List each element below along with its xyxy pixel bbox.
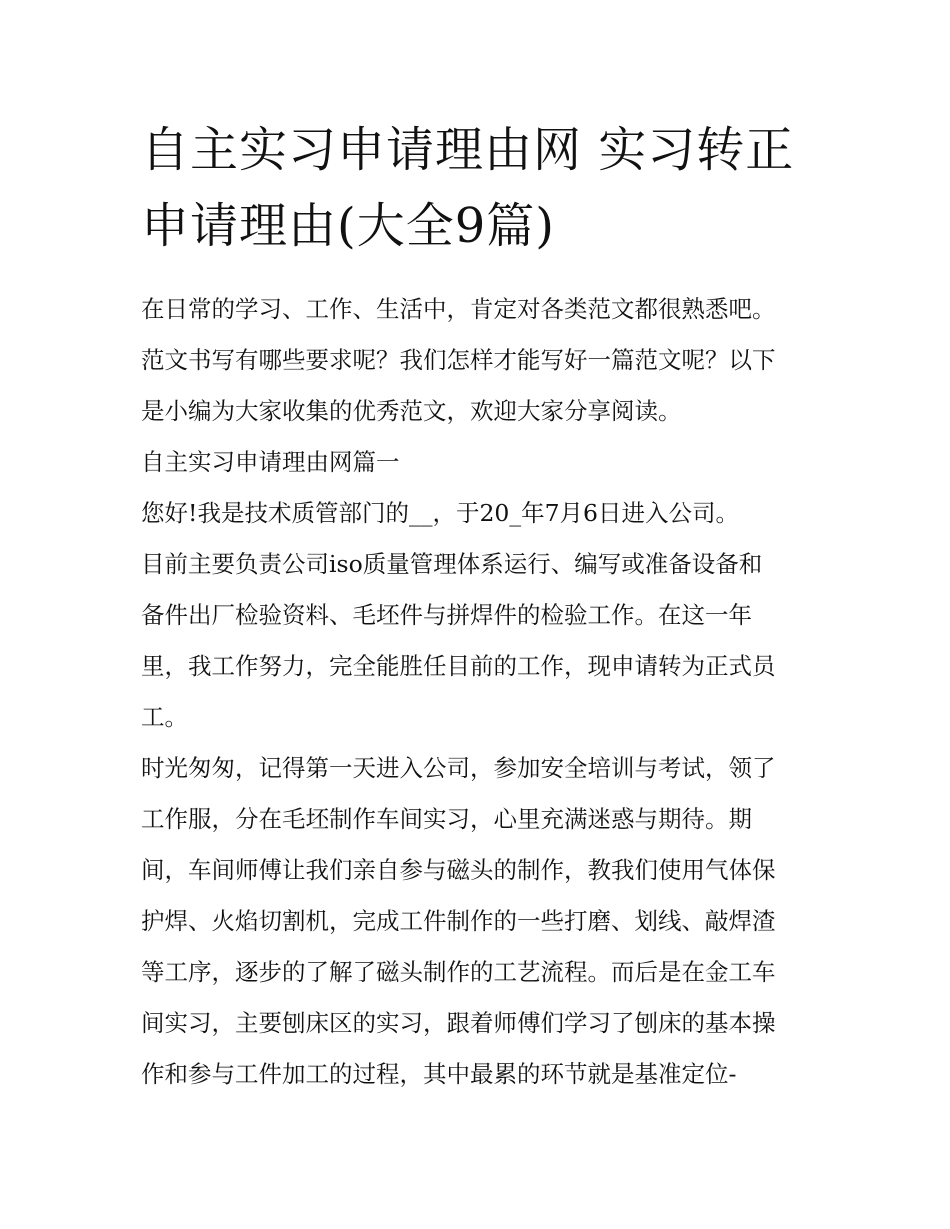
- section-heading: 自主实习申请理由网篇一: [141, 448, 400, 476]
- title-line: 申请理由(大全9篇): [141, 198, 555, 254]
- text-line: 等工序，逐步的了解了磁头制作的工艺流程。而后是在金工车: [141, 958, 776, 986]
- text-line: 目前主要负责公司iso质量管理体系运行、编写或准备设备和: [141, 550, 763, 578]
- text-line: 作和参与工件加工的过程，其中最累的环节就是基准定位-: [141, 1060, 737, 1088]
- document-body: [141, 284, 813, 1100]
- title-line: 自主实习申请理由网 实习转正: [141, 122, 795, 178]
- intro-paragraph: [141, 284, 813, 437]
- text-line: 工。: [141, 703, 188, 731]
- paragraph-2: [141, 743, 813, 1100]
- document-title: [141, 112, 813, 264]
- text-line: 间，车间师傅让我们亲自参与磁头的制作，教我们使用气体保: [141, 856, 776, 884]
- text-line: 里，我工作努力，完全能胜任目前的工作，现申请转为正式员: [141, 652, 776, 680]
- text-line: 时光匆匆，记得第一天进入公司，参加安全培训与考试，领了: [141, 754, 776, 782]
- text-line: 范文书写有哪些要求呢？我们怎样才能写好一篇范文呢？以下: [141, 346, 776, 374]
- paragraph-1: [141, 488, 813, 743]
- document-page: [141, 112, 813, 1100]
- text-line: 护焊、火焰切割机，完成工件制作的一些打磨、划线、敲焊渣: [141, 907, 776, 935]
- text-line: 间实习，主要刨床区的实习，跟着师傅们学习了刨床的基本操: [141, 1009, 776, 1037]
- text-line: 在日常的学习、工作、生活中，肯定对各类范文都很熟悉吧。: [141, 295, 776, 323]
- text-line: 是小编为大家收集的优秀范文，欢迎大家分享阅读。: [141, 397, 682, 425]
- text-line: 备件出厂检验资料、毛坯件与拼焊件的检验工作。在这一年: [141, 601, 752, 629]
- text-line: 工作服，分在毛坯制作车间实习，心里充满迷惑与期待。期: [141, 805, 752, 833]
- text-line: 您好!我是技术质管部门的__，于20_年7月6日进入公司。: [141, 499, 739, 527]
